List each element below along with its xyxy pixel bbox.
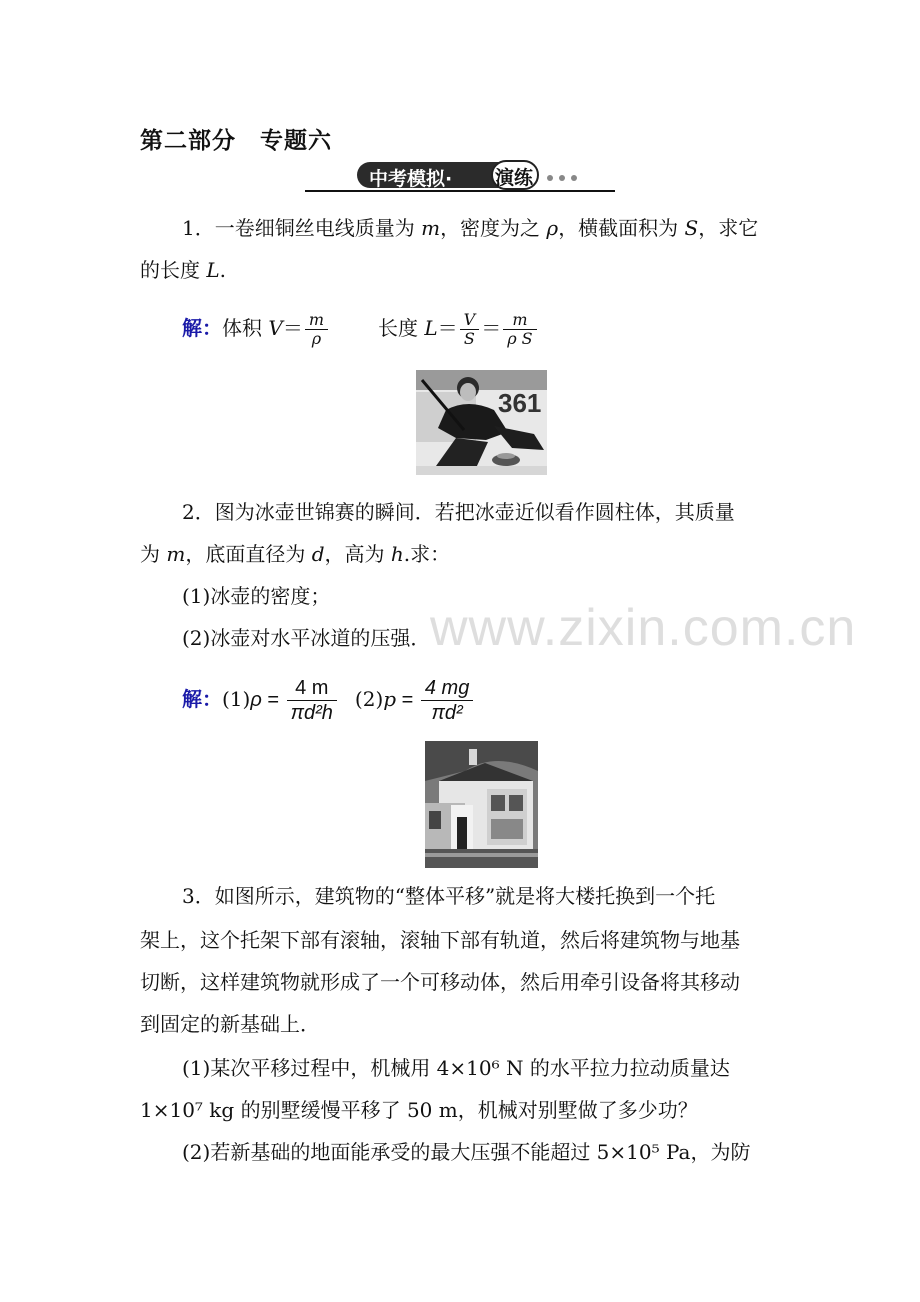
a1-fraction-length2 xyxy=(503,311,536,348)
fraction-denominator: πd² xyxy=(431,702,463,724)
curling-photo xyxy=(416,370,547,475)
banner-rule xyxy=(305,190,615,192)
q1-text: ，密度为之 xyxy=(440,216,547,240)
q1-text: . xyxy=(219,258,226,282)
q1-text: 1．一卷细铜丝电线质量为 xyxy=(182,216,422,240)
a2-line xyxy=(182,674,475,725)
fraction-numerator: m xyxy=(503,311,536,330)
q2-var-h: h xyxy=(390,542,404,566)
q2-var-d: d xyxy=(311,542,325,566)
a2-part1: (1) xyxy=(222,687,251,711)
watermark: www.zixin.com.cn xyxy=(430,599,857,657)
q2-text: ，底面直径为 xyxy=(185,542,312,566)
fraction-denominator: S xyxy=(463,329,475,348)
practice-banner xyxy=(305,160,615,194)
curling-photo-image xyxy=(416,370,547,475)
a1-equals: ＝ xyxy=(481,316,502,340)
a2-fraction-density xyxy=(287,676,337,725)
a2-part2: (2) xyxy=(354,687,384,711)
q2-text: ，高为 xyxy=(324,542,391,566)
q1-var-s: S xyxy=(684,216,699,240)
q1-text: ，横截面积为 xyxy=(558,216,685,240)
q2-sub2: (2)冰壶对水平冰道的压强． xyxy=(182,626,431,650)
q3-line1: 3．如图所示，建筑物的“整体平移”就是将大楼托换到一个托 xyxy=(182,884,716,908)
q3-line4: 到固定的新基础上． xyxy=(140,1012,320,1036)
q1-var-rho: ρ xyxy=(546,216,559,240)
a1-line xyxy=(182,308,539,348)
q1-line1 xyxy=(182,216,758,240)
a1-equals: ＝ xyxy=(282,316,303,340)
q2-text: 为 xyxy=(140,542,167,566)
a1-equals: ＝ xyxy=(437,316,458,340)
a1-fraction-volume xyxy=(305,311,328,348)
q1-text: 的长度 xyxy=(140,258,207,282)
fraction-numerator: 4 mg xyxy=(421,676,473,701)
a1-text: 长度 xyxy=(377,316,425,340)
q1-var-m: m xyxy=(421,216,441,240)
a2-equals: = xyxy=(261,689,285,711)
q2-line1: 2．图为冰壶世锦赛的瞬间．若把冰壶近似看作圆柱体，其质量 xyxy=(182,500,735,524)
a1-text: 体积 xyxy=(222,316,269,340)
building-photo xyxy=(425,741,538,868)
q3-line3: 切断，这样建筑物就形成了一个可移动体，然后用牵引设备将其移动 xyxy=(140,970,740,994)
a2-var-rho: ρ xyxy=(250,689,262,711)
fraction-numerator: 4 m xyxy=(287,676,337,701)
q2-text: .求： xyxy=(403,542,451,566)
a1-var-v: V xyxy=(268,316,283,340)
fraction-denominator: ρ xyxy=(311,329,322,348)
answer-label: 解： xyxy=(182,316,222,340)
fraction-denominator: πd²h xyxy=(290,702,333,724)
q3-line2: 架上，这个托架下部有滚轴，滚轴下部有轨道，然后将建筑物与地基 xyxy=(140,928,740,952)
q1-var-l: L xyxy=(206,258,220,282)
answer-label: 解： xyxy=(182,687,222,711)
banner-dot xyxy=(547,175,553,181)
fraction-numerator: m xyxy=(305,311,328,330)
building-photo-image xyxy=(425,741,538,868)
banner-text: 中考模拟· xyxy=(369,168,453,190)
q3-sub2-line1: (2)若新基础的地面能承受的最大压强不能超过 5×10⁵ Pa，为防 xyxy=(182,1140,751,1164)
banner-dot xyxy=(559,175,565,181)
banner-dot xyxy=(571,175,577,181)
fraction-denominator: ρ S xyxy=(507,329,533,348)
q2-sub1: (1)冰壶的密度； xyxy=(182,584,331,608)
a1-fraction-length xyxy=(460,311,480,348)
q2-var-m: m xyxy=(166,542,186,566)
a2-equals: = xyxy=(396,689,419,711)
q3-sub1-line1: (1)某次平移过程中，机械用 4×10⁶ N 的水平拉力拉动质量达 xyxy=(182,1056,730,1080)
fraction-numerator: V xyxy=(460,311,480,330)
q3-sub1-line2: 1×10⁷ kg 的别墅缓慢平移了 50 m，机械对别墅做了多少功？ xyxy=(140,1098,698,1122)
q1-line2 xyxy=(140,258,226,282)
photo-number: 361 xyxy=(498,388,542,418)
a2-var-p: p xyxy=(383,687,397,711)
section-title: 第二部分 专题六 xyxy=(140,127,332,154)
a1-var-l: L xyxy=(424,316,438,340)
q2-line2 xyxy=(140,542,450,566)
a2-fraction-pressure xyxy=(421,676,473,725)
q1-text: ，求它 xyxy=(698,216,759,240)
banner-circle-text: 演练 xyxy=(495,167,534,189)
